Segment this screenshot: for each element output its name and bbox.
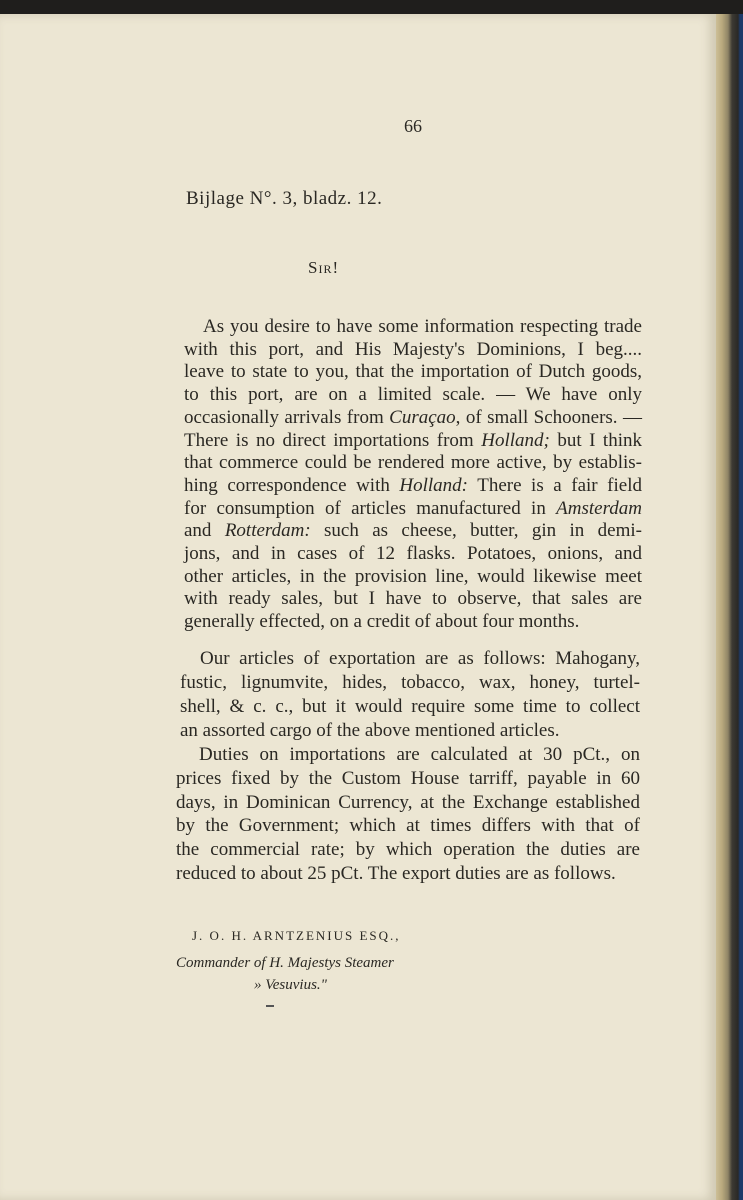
text-line: As you desire to have some information respecting trade [203,316,642,337]
text-line: occasionally arrivals from Curaçao, of small Schooners. — [184,406,642,428]
top-bar [0,0,743,14]
italic-place-name: Holland; [481,429,550,451]
addressee-title: Commander of H. Majestys Steamer [176,955,394,971]
text-line: days, in Dominican Currency, at the Exchange established [176,791,640,813]
text-line: the commercial rate; by which operation the duties are [176,839,640,861]
text-line: jons, and in cases of 12 flasks. Potatoes, onions, and [184,543,642,564]
text-line: to this port, are on a limited scale. — We have only [184,384,642,406]
italic-place-name: Amsterdam [556,497,642,519]
page-edge [716,14,743,1200]
appendix-reference: Bijlage N°. 3, bladz. 12. [186,188,383,209]
text-line: with ready sales, but I have to observe, that sales are [184,588,642,610]
text-line: reduced to about 25 pCt. The export duties are as follows. [176,863,616,884]
text-line: Our articles of exportation are as follows: Mahogany, [200,648,640,669]
text-line: for consumption of articles manufactured in Amsterdam [184,497,642,519]
text-line: leave to state to you, that the importation of Dutch goods, [184,361,642,383]
salutation: Sir! [308,258,340,277]
page-number: 66 [404,116,422,136]
text-line: Duties on importations are calculated at 30 pCt., on [199,744,640,765]
text-line: by the Government; which at times differs with that of [176,815,640,837]
text-line: with this port, and His Majesty's Dominions, I beg.... [184,338,642,360]
text-line: generally effected, on a credit of about four months. [184,611,580,633]
text-line: an assorted cargo of the above mentioned articles. [180,720,560,741]
italic-place-name: Rotterdam: [224,520,311,542]
text-line: fustic, lignumvite, hides, tobacco, wax, honey, turtel- [180,672,640,693]
text-line: shell, & c. c., but it would require some time to collect [180,696,640,717]
text-line: and Rotterdam: such as cheese, butter, gin in demi- [184,520,642,542]
text-line: prices fixed by the Custom House tarriff, payable in 60 [176,767,640,789]
italic-place-name: Curaçao [389,406,456,428]
closing-dash [266,1005,274,1007]
text-line: There is no direct importations from Holland; but I think [184,429,642,451]
addressee: J. O. H. ARNTZENIUS ESQ., [192,928,401,943]
italic-place-name: Holland: [399,474,469,496]
text-line: hing correspondence with Holland: There is a fair field [184,474,642,496]
text-line: other articles, in the provision line, would likewise meet [184,565,642,587]
text-line: that commerce could be rendered more active, by establis- [184,452,642,474]
ship-name: » Vesuvius." [254,977,327,993]
